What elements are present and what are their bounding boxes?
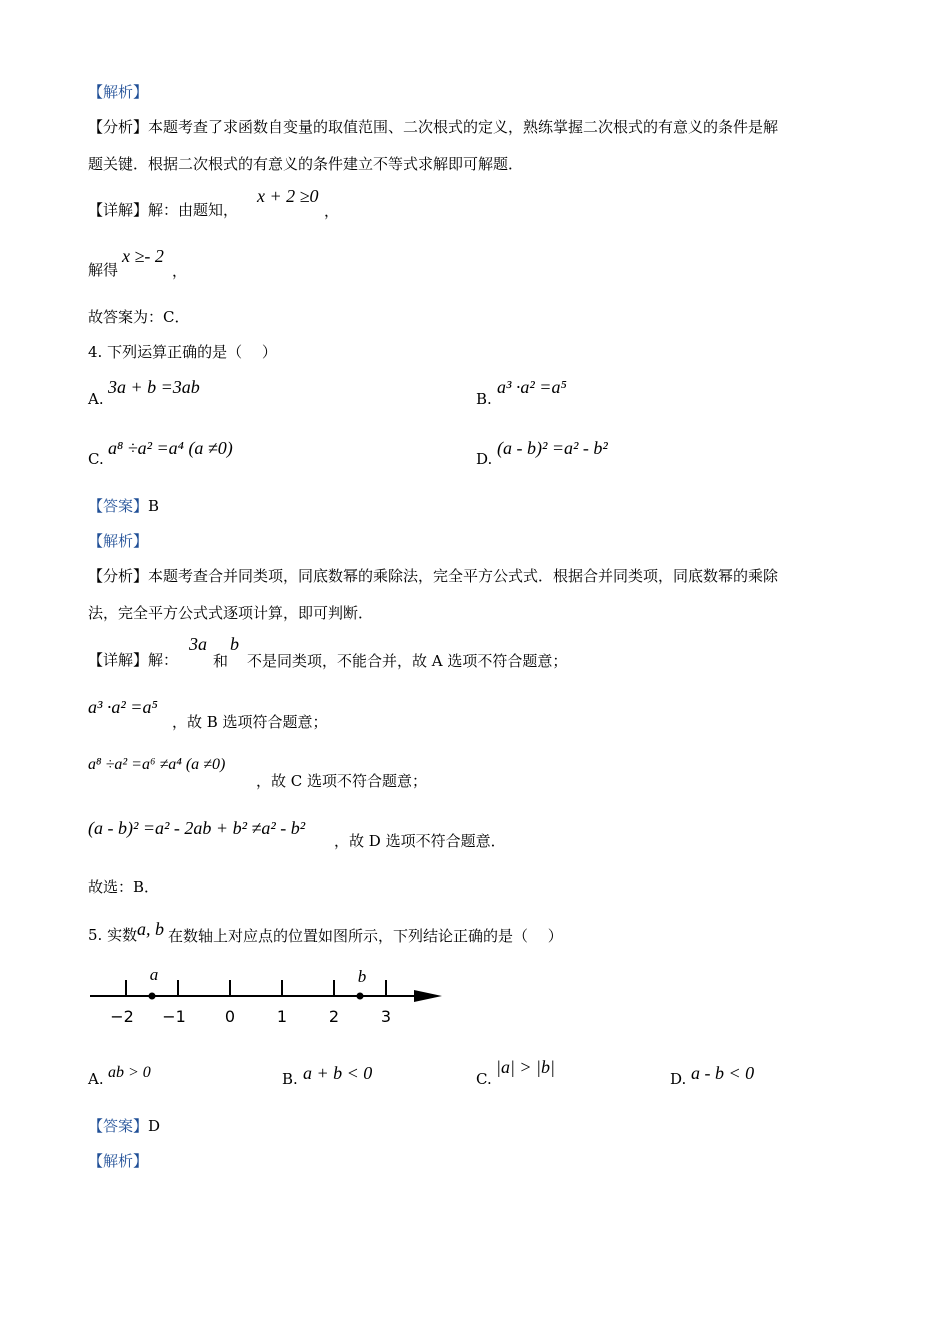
number-line-figure	[88, 960, 448, 1030]
q4-line-d-math: (a - b)² =a² - 2ab + b² ≠a² - b²	[88, 818, 306, 838]
q4-line-d-text: ，故 D 选项不符合题意．	[334, 832, 506, 850]
q4-line-b-math: a³ ·a² =a⁵	[88, 697, 158, 717]
q4-opt-b-label: B.	[476, 390, 492, 408]
q5-opt-b-label: B.	[282, 1070, 298, 1088]
q3-inequality-2: x ≥- 2	[122, 246, 164, 266]
q3-fenxi-line2: 题关键．根据二次根式的有意义的条件建立不等式求解即可解题．	[88, 155, 524, 173]
q5-opt-d: a - b < 0	[691, 1063, 755, 1083]
q4-term-3a: 3a	[189, 634, 207, 654]
number-line-ticks	[126, 980, 386, 996]
q4-answer: B	[148, 497, 160, 515]
number-line-tick-label: 2	[328, 1007, 340, 1026]
q5-opt-b: a + b < 0	[303, 1063, 373, 1083]
q4-fenxi-tag: 【分析】	[88, 567, 149, 585]
q4-opt-d: (a - b)² =a² - b²	[497, 438, 608, 458]
q4-opt-d-label: D.	[476, 450, 493, 468]
number-line-arrow	[414, 990, 442, 1002]
q3-jiexi-heading: 【解析】	[88, 83, 149, 101]
q4-he: 和	[213, 652, 229, 670]
q4-xiangjie-tagline	[88, 650, 178, 670]
number-line-tick-label: 0	[224, 1007, 236, 1026]
q5-answer: D	[148, 1117, 161, 1135]
q4-xiangjie-tag: 【详解】	[88, 651, 149, 669]
q5-stem-post: 在数轴上对应点的位置如图所示，下列结论正确的是（ ）	[168, 927, 563, 945]
q5-answer-line	[88, 1116, 160, 1136]
q5-stem-pre: 5. 实数	[88, 926, 138, 944]
q5-stem-math: a, b	[137, 919, 164, 939]
q5-opt-a-label: A.	[88, 1070, 104, 1088]
q4-final: 故选：B．	[88, 878, 160, 896]
q4-stem: 4. 下列运算正确的是（ ）	[88, 343, 277, 361]
q4-opt-b: a³ ·a² =a⁵	[497, 377, 567, 397]
q3-comma-2: ，	[172, 262, 188, 280]
q3-inequality-1: x + 2 ≥0	[257, 186, 319, 206]
q3-jiede: 解得	[88, 261, 119, 279]
q5-answer-tag: 【答案】	[88, 1117, 149, 1135]
q4-jiexi-heading: 【解析】	[88, 532, 149, 550]
q4-opt-a-label: A.	[88, 390, 104, 408]
number-line-tick-labels	[110, 1007, 391, 1026]
q5-opt-a: ab > 0	[108, 1064, 151, 1081]
point-b-dot	[357, 993, 364, 1000]
q3-xiangjie-tag: 【详解】	[88, 201, 149, 219]
q4-answer-tag: 【答案】	[88, 497, 149, 515]
q3-fenxi-line1	[88, 117, 778, 137]
q3-xiangjie-line	[88, 200, 238, 220]
number-line-tick-label: −1	[162, 1007, 186, 1026]
point-b-label: b	[357, 967, 367, 986]
number-line-tick-label: 3	[380, 1007, 392, 1026]
q5-opt-d-label: D.	[670, 1070, 687, 1088]
q3-fenxi-tag: 【分析】	[88, 118, 149, 136]
q5-jiexi-heading: 【解析】	[88, 1152, 149, 1170]
q4-answer-line	[88, 496, 159, 516]
q4-term-b: b	[230, 634, 239, 654]
q3-xiangjie-text: 解：由题知，	[148, 201, 239, 219]
q3-fenxi-text1: 本题考查了求函数自变量的取值范围、二次根式的定义，熟练掌握二次根式的有意义的条件是解	[148, 118, 779, 136]
point-a-dot	[149, 993, 156, 1000]
q4-line-b-text: ，故 B 选项符合题意；	[172, 713, 328, 731]
q4-opt-a: 3a + b =3ab	[108, 377, 200, 397]
number-line-tick-label: −2	[110, 1007, 134, 1026]
q4-line-c-text: ，故 C 选项不符合题意；	[256, 772, 428, 790]
point-a-label: a	[149, 965, 159, 984]
q4-line-c-math: a⁸ ÷a² =a⁶ ≠a⁴ (a ≠0)	[88, 756, 226, 773]
q4-opt-c: a⁸ ÷a² =a⁴ (a ≠0)	[108, 438, 233, 458]
number-line-tick-label: 1	[276, 1007, 288, 1026]
q5-opt-c-label: C.	[476, 1070, 492, 1088]
q4-xiangjie-post: 不是同类项，不能合并，故 A 选项不符合题意；	[247, 652, 568, 670]
q4-xiangjie-pre: 解：	[148, 651, 179, 669]
q5-opt-c: |a| > |b|	[496, 1057, 555, 1077]
q4-opt-c-label: C.	[88, 450, 104, 468]
q4-fenxi-line1	[88, 566, 778, 586]
q4-fenxi-line2: 法，完全平方公式式逐项计算，即可判断．	[88, 604, 374, 622]
q3-answer-line: 故答案为：C．	[88, 308, 190, 326]
q3-comma-1: ，	[324, 202, 340, 220]
q4-fenxi-text1: 本题考查合并同类项，同底数幂的乘除法，完全平方公式式．根据合并同类项，同底数幂的乘除	[148, 567, 779, 585]
